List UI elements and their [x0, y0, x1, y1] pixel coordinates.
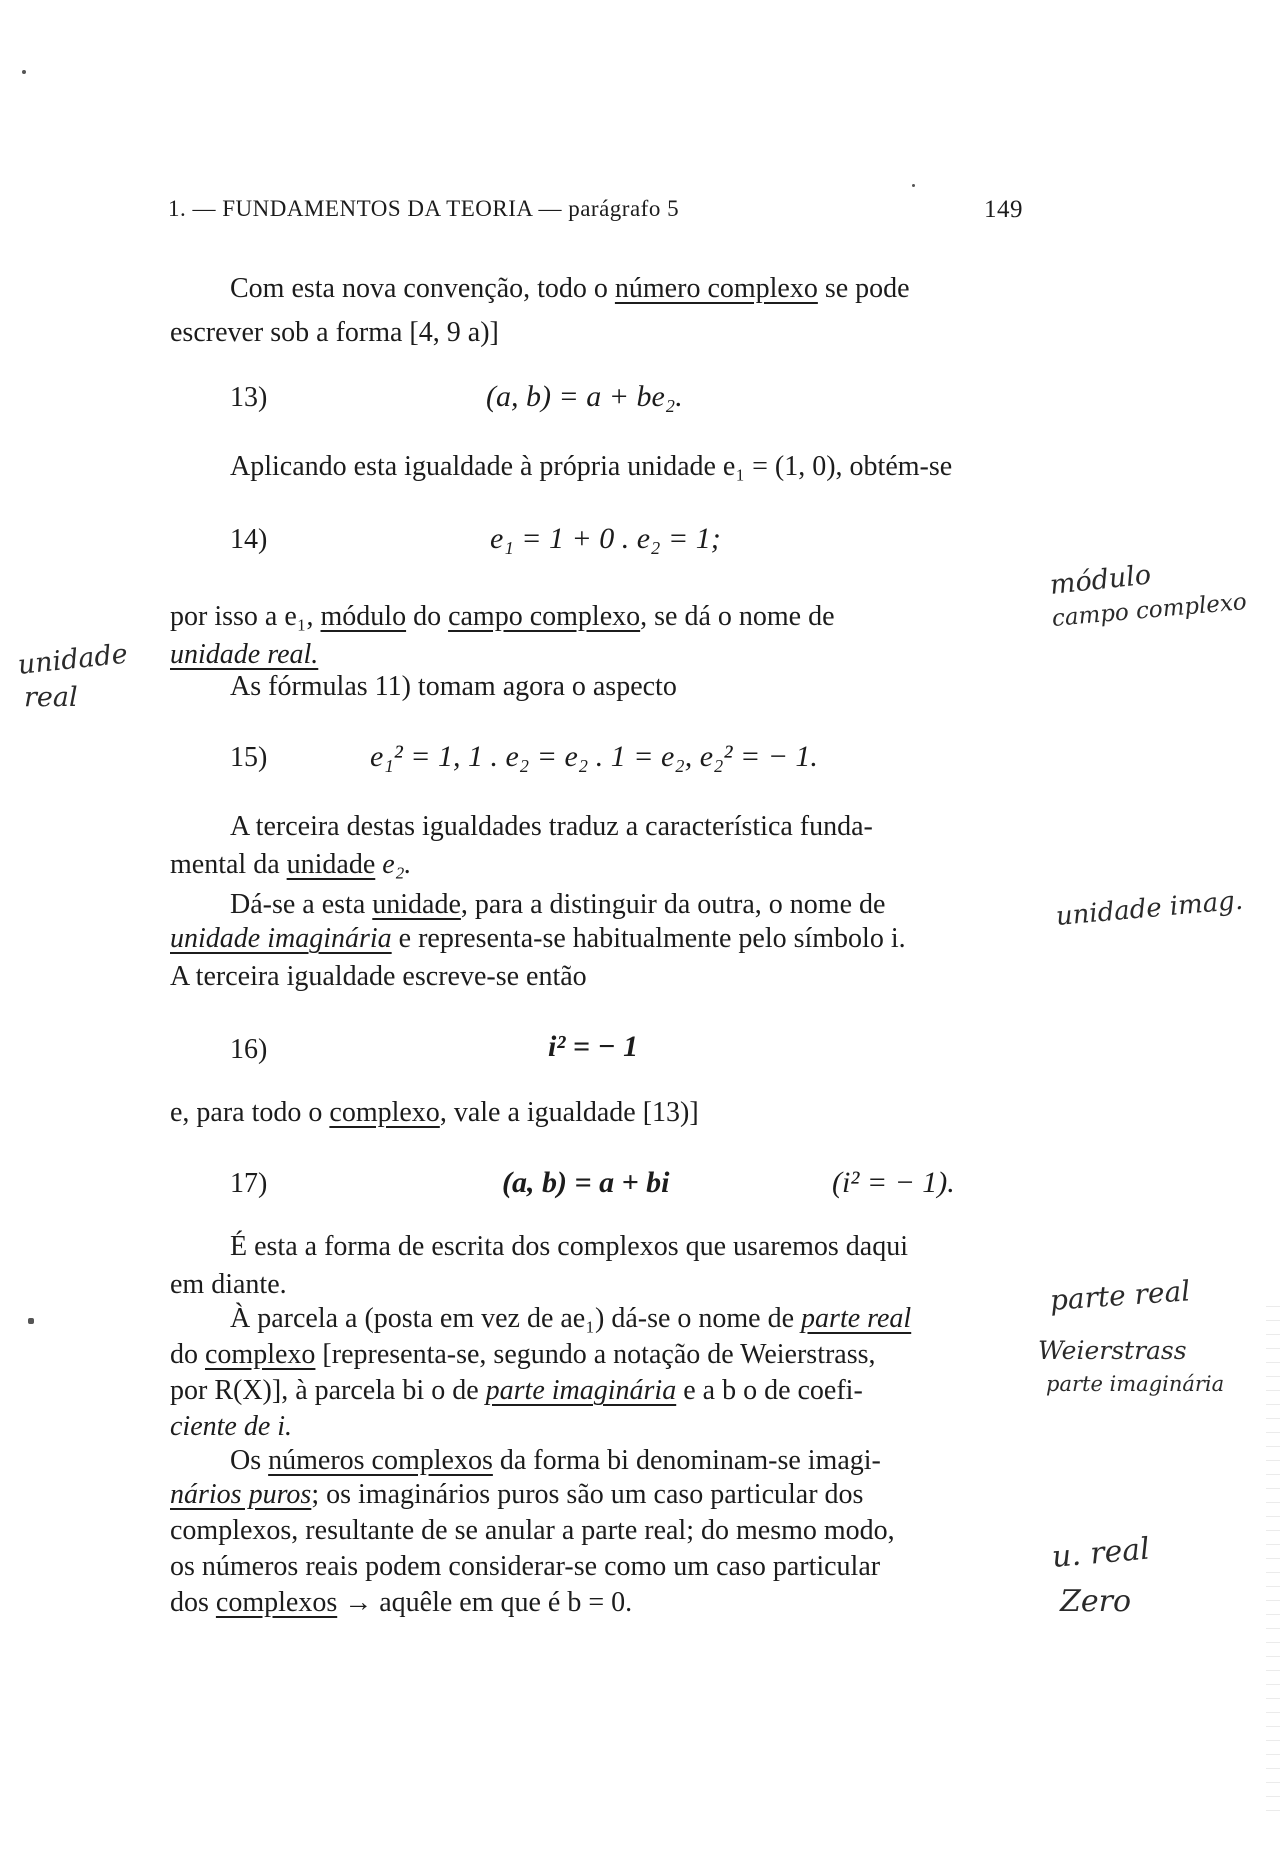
- handwritten-note: Weierstrass: [1038, 1336, 1187, 1365]
- paragraph-line: Os números complexos da forma bi denominam-se imagi-: [230, 1445, 881, 1476]
- running-header: 1. — FUNDAMENTOS DA TEORIA — parágrafo 5: [168, 196, 680, 221]
- handwritten-note: real: [24, 682, 78, 713]
- equation: e₁² = 1, 1 . e₂ = e₂ . 1 = e₂, e₂² = − 1.: [370, 740, 818, 773]
- equation: e₁ = 1 + 0 . e₂ = 1;: [490, 522, 721, 555]
- paragraph-line: por R(X)], à parcela bi o de parte imaginária e a b o de coefi-: [170, 1375, 863, 1406]
- equation-number: 13): [230, 382, 268, 413]
- scan-speck: [28, 1318, 34, 1324]
- equation-number: 16): [230, 1034, 268, 1065]
- paragraph-line: dos complexos → aquêle em que é b = 0.: [170, 1587, 633, 1618]
- paragraph-line: unidade real.: [170, 639, 319, 670]
- paragraph-line: e, para todo o complexo, vale a igualdade [13)]: [170, 1097, 699, 1128]
- handwritten-note: unidade imag.: [1054, 885, 1245, 932]
- handwritten-note: Zero: [1060, 1584, 1132, 1619]
- handwritten-note: parte imaginária: [1046, 1372, 1225, 1396]
- equation-number: 17): [230, 1168, 268, 1199]
- paragraph-line: unidade imaginária e representa-se habitualmente pelo símbolo i.: [170, 923, 906, 954]
- scan-speck: [22, 70, 26, 74]
- paragraph-line: mental da unidade e₂.: [170, 849, 412, 880]
- paragraph-line: A terceira destas igualdades traduz a característica funda-: [230, 811, 873, 842]
- paragraph-line: Dá-se a esta unidade, para a distinguir da outra, o nome de: [230, 889, 886, 920]
- paragraph-line: A terceira igualdade escreve-se então: [170, 961, 587, 992]
- paragraph-line: os números reais podem considerar-se como um caso particular: [170, 1551, 881, 1582]
- paragraph-line: complexos, resultante de se anular a parte real; do mesmo modo,: [170, 1515, 895, 1546]
- equation: (a, b) = a + be₂.: [486, 380, 683, 413]
- paragraph-line: nários puros; os imaginários puros são um caso particular dos: [170, 1479, 864, 1510]
- paragraph-line: As fórmulas 11) tomam agora o aspecto: [230, 671, 677, 702]
- handwritten-note: módulo: [1048, 559, 1153, 601]
- handwritten-note: u. real: [1050, 1531, 1152, 1575]
- scan-speck: [912, 184, 915, 187]
- handwritten-note: campo complexo: [1050, 589, 1248, 632]
- equation-number: 15): [230, 742, 268, 773]
- paragraph-line: É esta a forma de escrita dos complexos que usaremos daqui: [230, 1231, 909, 1262]
- paragraph-line: Aplicando esta igualdade à própria unidade e₁ = (1, 0), obtém-se: [230, 451, 953, 482]
- paragraph-line: em diante.: [170, 1269, 287, 1300]
- equation-note: (i² = − 1).: [832, 1166, 955, 1199]
- paragraph-line: ciente de i.: [170, 1411, 293, 1442]
- paragraph-line: À parcela a (posta em vez de ae₁) dá-se o nome de parte real: [230, 1303, 912, 1334]
- equation: i² = − 1: [548, 1030, 639, 1063]
- page-number: 149: [984, 196, 1023, 223]
- handwritten-note: unidade: [16, 638, 130, 681]
- handwritten-note: parte real: [1048, 1274, 1192, 1317]
- paragraph-line: do complexo [representa-se, segundo a notação de Weierstrass,: [170, 1339, 876, 1370]
- paragraph-line: por isso a e₁, módulo do campo complexo, se dá o nome de: [170, 601, 835, 632]
- paragraph-line: escrever sob a forma [4, 9 a)]: [170, 317, 499, 348]
- paragraph-line: Com esta nova convenção, todo o número complexo se pode: [230, 273, 910, 304]
- equation-number: 14): [230, 524, 268, 555]
- scan-edge-noise: [1266, 1300, 1280, 1820]
- equation: (a, b) = a + bi: [502, 1166, 670, 1199]
